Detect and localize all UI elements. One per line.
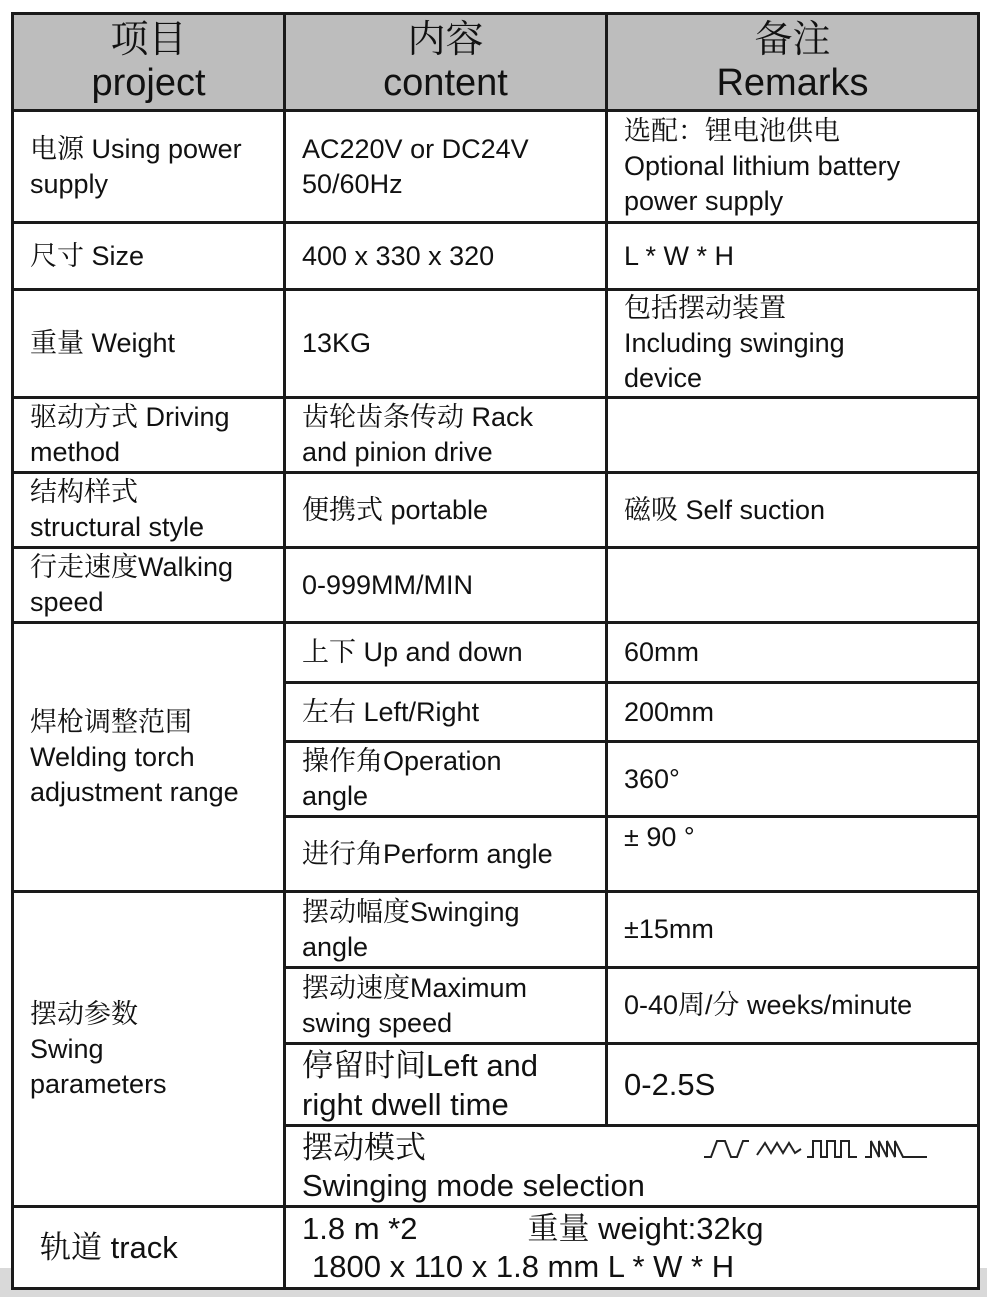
row-swing-angle	[13, 892, 979, 968]
header-project	[13, 14, 285, 111]
swing-label	[13, 892, 285, 1207]
walking-label	[13, 548, 285, 623]
header-remarks-cn: 备注	[754, 19, 831, 61]
row-walking-speed	[13, 548, 979, 623]
row-driving-method	[13, 398, 979, 473]
torch-item-name: 上下 Up and down	[285, 623, 607, 683]
driving-content	[285, 398, 607, 473]
power-label-line1: 电源 Using power	[30, 133, 242, 164]
swing-label-line3: parameters	[30, 1068, 167, 1099]
header-content-en: content	[383, 62, 508, 104]
torch-label-line1: 焊枪调整范围	[30, 706, 192, 737]
torch-item-name	[285, 742, 607, 817]
row-size	[13, 223, 979, 290]
walking-label-line2: speed	[30, 587, 104, 617]
header-remarks	[607, 14, 979, 111]
track-line1	[302, 1210, 963, 1248]
header-project-en: project	[91, 62, 206, 104]
structure-label	[13, 473, 285, 548]
structure-label-line1: 结构样式	[30, 477, 138, 507]
torch-label	[13, 623, 285, 892]
torch-item-value: 200mm	[607, 683, 979, 742]
weight-remark	[607, 290, 979, 398]
power-remark-line2: Optional lithium battery	[624, 151, 901, 181]
power-remark-line1: 选配：锂电池供电	[624, 116, 840, 146]
weight-remark-line2: Including swinging	[624, 328, 845, 358]
track-label: 轨道 track	[13, 1207, 285, 1289]
walking-remark	[607, 548, 979, 623]
swing-item-name-line2: swing speed	[302, 1007, 453, 1038]
swing-mode-cell	[285, 1126, 979, 1207]
torch-item-value: ± 90 °	[607, 817, 979, 892]
weight-remark-line3: device	[624, 363, 703, 393]
row-structural-style	[13, 473, 979, 548]
power-remark-line3: power supply	[624, 186, 784, 216]
driving-remark	[607, 398, 979, 473]
header-project-cn: 项目	[110, 19, 187, 61]
swing-item-name-line1: 摆动幅度Swinging	[302, 896, 520, 927]
row-weight	[13, 290, 979, 398]
torch-item-value: 360°	[607, 742, 979, 817]
structure-label-line2: structural style	[30, 512, 205, 542]
swing-item-name	[285, 892, 607, 968]
swing-item-name-line1: 停留时间Left and	[302, 1047, 539, 1083]
swing-item-name	[285, 968, 607, 1044]
header-content	[285, 14, 607, 111]
swing-item-value: 0-40周/分 weeks/minute	[607, 968, 979, 1044]
power-content-line1: AC220V or DC24V	[302, 133, 529, 164]
track-dimensions: 1800 x 110 x 1.8 mm L * W * H	[312, 1248, 735, 1284]
header-row	[13, 14, 979, 111]
power-remark	[607, 111, 979, 223]
swing-mode-title-en: Swinging mode selection	[302, 1168, 645, 1203]
driving-label	[13, 398, 285, 473]
swing-item-name	[285, 1044, 607, 1126]
driving-content-line2: and pinion drive	[302, 437, 493, 467]
torch-label-line3: adjustment range	[30, 776, 239, 807]
swing-item-name-line2: angle	[302, 931, 369, 962]
power-content	[285, 111, 607, 223]
driving-label-line1: 驱动方式 Driving	[30, 402, 230, 432]
track-content	[285, 1207, 979, 1289]
weight-remark-line1: 包括摆动装置	[624, 293, 786, 323]
swing-label-line1: 摆动参数	[30, 998, 138, 1029]
header-content-cn: 内容	[407, 19, 484, 61]
waveform-icons	[703, 1137, 929, 1159]
torch-item-name: 左右 Left/Right	[285, 683, 607, 742]
weight-label: 重量 Weight	[13, 290, 285, 398]
torch-item-value: 60mm	[607, 623, 979, 683]
row-torch-up-down	[13, 623, 979, 683]
swing-item-name-line2: right dwell time	[302, 1086, 509, 1122]
structure-remark: 磁吸 Self suction	[607, 473, 979, 548]
header-remarks-en: Remarks	[716, 62, 869, 104]
spec-table	[11, 12, 980, 1290]
torch-item-name-line2: angle	[302, 781, 369, 811]
driving-label-line2: method	[30, 437, 121, 467]
torch-label-line2: Welding torch	[30, 741, 195, 772]
swing-item-value: 0-2.5S	[607, 1044, 979, 1126]
swing-label-line2: Swing	[30, 1033, 104, 1064]
structure-content: 便携式 portable	[285, 473, 607, 548]
weight-content: 13KG	[285, 290, 607, 398]
size-content: 400 x 330 x 320	[285, 223, 607, 290]
power-label	[13, 111, 285, 223]
swing-mode-title-cn: 摆动模式	[302, 1130, 426, 1165]
square-wave-icon	[807, 1141, 857, 1157]
row-power-supply	[13, 111, 979, 223]
driving-content-line1: 齿轮齿条传动 Rack	[302, 402, 534, 432]
track-length: 1.8 m *2	[302, 1210, 418, 1246]
row-track	[13, 1207, 979, 1289]
torch-item-name-line1: 操作角Operation	[302, 746, 502, 776]
walking-content: 0-999MM/MIN	[285, 548, 607, 623]
walking-label-line1: 行走速度Walking	[30, 552, 234, 582]
swing-item-value: ±15mm	[607, 892, 979, 968]
zigzag-wave-icon	[757, 1143, 801, 1155]
sawtooth-wave-icon	[865, 1141, 927, 1157]
track-weight: 重量 weight:32kg	[527, 1210, 764, 1246]
size-label: 尺寸 Size	[13, 223, 285, 290]
square-step-wave-icon	[704, 1141, 749, 1157]
swing-item-name-line1: 摆动速度Maximum	[302, 972, 528, 1003]
torch-item-name: 进行角Perform angle	[285, 817, 607, 892]
size-remark: L * W * H	[607, 223, 979, 290]
power-content-line2: 50/60Hz	[302, 168, 403, 199]
power-label-line2: supply	[30, 168, 109, 199]
